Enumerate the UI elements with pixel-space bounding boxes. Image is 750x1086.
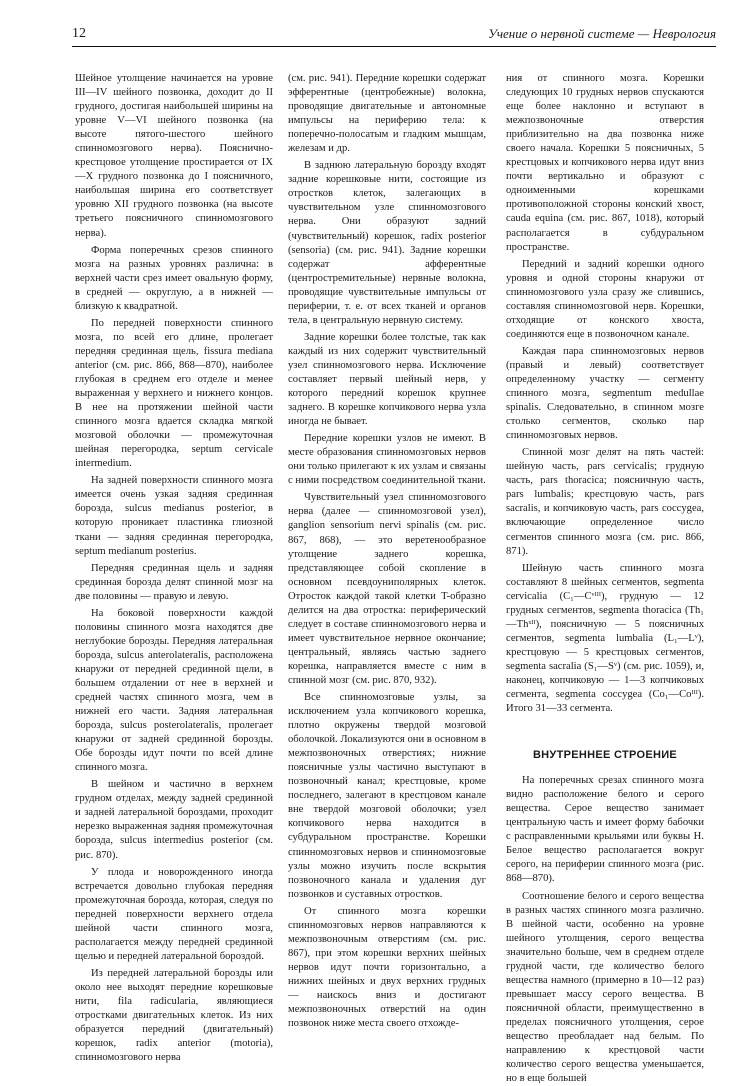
running-title: Учение о нервной системе — Неврология <box>488 26 716 41</box>
page-header <box>72 20 716 47</box>
paragraph: По передней поверхности спинного мозга, по всей его длине, пролегает передняя срединная щель, fissura mediana anterior (см. рис. 866, 868—870), наиболее глубокая в среднем его отделе и менее выраженная у верхнего и нижнего концов. В нее на протяжении шейной части спинного мозга вдается складка мягкой мозговой оболочки — промежуточная шейная перегородка, septum cervicale intermedium. <box>75 317 273 470</box>
paragraph: На задней поверхности спинного мозга имеется очень узкая задняя срединная борозда, sulcus medianus posterior, в которую проникает пластинка глиозной ткани — задняя срединная перегородка, septum medianum posterius. <box>75 475 273 557</box>
paragraph: ния от спинного мозга. Корешки следующих 10 грудных нервов спускаются еще более наклонно и вступают в межпозвоночные отверстия приблизительно на два позвонка ниже своего начала. Корешки 5 поясничных, 5 крестцовых и копчикового нерва идут вниз почти вертикально и образуют с одноименными корешками противоположной стороны конский хвост, cauda equina (см. рис. 867, 1018), который располагается в субдуральном пространстве. <box>506 73 704 253</box>
paragraph: Передняя срединная щель и задняя срединная борозда делят спинной мозг на две половины — правую и левую. <box>75 562 273 602</box>
paragraph: Передние корешки узлов не имеют. В месте образования спинномозговых нервов они только прилегают к их узлам и связаны с ними посредством соединительной ткани. <box>288 433 486 487</box>
paragraph: Все спинномозговые узлы, за исключением узла копчикового корешка, плотно окружены твердой мозговой оболочкой. Локализуются они в основном в межпозвоночных отверстиях; нижние поясничные узлы частично выступают в позвоночный канал; крестцовые, кроме последнего, залегают в крестцовом канале вне твердой мозговой оболочки; узел копчикового нерва находится в субдуральном пространстве. Корешки спинномозговых нервов и спинномозговые узлы можно изучить после вскрытия позвоночного канала и удаления дуг позвонков и суставных отростков. <box>288 692 486 900</box>
text-column-3 <box>506 72 704 1085</box>
paragraph: Из передней латеральной борозды или около нее выходят передние корешковые нити, fila radicularia, являющиеся отростками двигательных клеток. Из них образуется передний (двигательный) корешок, radix anterior (motoria), спинномозгового нерва <box>75 967 273 1064</box>
paragraph: Задние корешки более толстые, так как каждый из них содержит чувствительный узел спинномозгового нерва. Исключение составляет первый шейный нерв, у которого передний корешок крупнее заднего. В корешке копчикового нерва узла иногда не бывает. <box>288 331 486 428</box>
paragraph: В заднюю латеральную борозду входят задние корешковые нити, состоящие из отростков клеток, залегающих в чувствительном узле спинномозгового нерва. Они образуют задний (чувствительный) корешок, radix posterior (sensoria) (см. рис. 941). Задние корешки содержат афферентные (центростремительные) нервные волокна, проводящие чувствительные импульсы от периферии, т. е. от всех тканей и органов тела, в центральную нервную систему. <box>288 160 486 326</box>
paragraph: От спинного мозга корешки спинномозговых нервов направляются к межпозвоночным отверстиям (см. рис. 867), при этом корешки верхних шейных нервов идут почти горизонтально, а нижних шейных и двух верхних грудных — наискось вниз и достигают межпозвоночных отверстий на один позвонок ниже места своего отхожде- <box>288 905 486 1030</box>
paragraph: (см. рис. 941). Передние корешки содержат эфферентные (центробежные) волокна, проводящие двигательные и автономные импульсы на периферию тела: к поперечно-полосатым и гладким мышцам, железам и др. <box>288 73 486 155</box>
paragraph: Шейное утолщение начинается на уровне III—IV шейного позвонка, доходит до II грудного, достигая наибольшей ширины на уровне V—VI шейного позвонка (на высоте пятого-шестого шейного спинномозгового нерва). Пояснично-крестцовое утолщение простирается от IX—X грудного позвонка до I поясничного, наибольшая ширина его соответствует уровню XII грудного позвонка (на высоте третьего поясничного спинномозгового нерва). <box>75 73 273 239</box>
paragraph: У плода и новорожденного иногда встречается довольно глубокая передняя промежуточная борозда, которая, следуя по передней поверхности верхнего отдела шейной части спинного мозга, располагается между передней срединной щелью и передней латеральной бороздой. <box>75 866 273 962</box>
paragraph: Чувствительный узел спинномозгового нерва (далее — спинномозговой узел), ganglion sensorium nervi spinalis (см. рис. 867, 868), — это веретенообразное утолщение заднего корешка, представляющее собой скопление в основном псевдоуниполярных клеток. Отросток каждой такой клетки T-образно делится на два отростка: периферический следует в составе спинномозгового нерва и имеет чувствительное нервное окончание; центральный, являясь частью заднего корешка, направляется вместе с ним в спинной мозг (см. рис. 870, 932). <box>288 492 486 686</box>
page-number: 12 <box>72 26 86 41</box>
paragraph: Шейную часть спинного мозга составляют 8 шейных сегментов, segmenta cervicalia (C₁—Cᵛᴵᴵᴵ), грудную — 12 грудных сегментов, segmenta thoracica (Th₁—Thˣᴵᴵ), поясничную — 5 поясничных сегментов, segmenta lumbalia (L₁—Lᵛ), крестцовую — 5 крестцовых сегментов, segmenta sacralia (S₁—Sᵛ) (см. рис. 1059), и, наконец, копчиковую — 1—3 копчиковых сегмента, segmenta coccygea (Co₁—Coᴵᴵᴵ). Итого 31—33 сегмента. <box>506 562 704 715</box>
paragraph: Передний и задний корешки одного уровня и одной стороны кнаружи от спинномозгового узла сразу же слившись, составляя спинномозговой нерв. Корешки, отходящие от конского хвоста, соединяются еще в позвоночном канале. <box>506 258 704 340</box>
paragraph: В шейном и частично в верхнем грудном отделах, между задней срединной и задней латеральной бороздами, проходит нерезко выраженная задняя промежуточная борозда, sulcus intermedius posterior (см. рис. 870). <box>75 779 273 861</box>
section-heading: ВНУТРЕННЕЕ СТРОЕНИЕ <box>532 749 678 762</box>
text-column-1 <box>75 72 273 1064</box>
paragraph: На боковой поверхности каждой половины спинного мозга находятся две неглубокие борозды. Передняя латеральная борозда, sulcus anterolateralis, расположена кнаружи от передней срединной щели, в большем отдалении от нее в верхней и средней частях спинного мозга, чем в нижней его части. Задняя латеральная борозда, sulcus posterolateralis, пролегает кнаружи от задней срединной борозды. Обе борозды идут почти по всей длине спинного мозга. <box>75 607 273 774</box>
paragraph: Спинной мозг делят на пять частей: шейную часть, pars cervicalis; грудную часть, pars thoracica; поясничную часть, pars lumbalis; крестцовую часть, pars sacralis, и копчиковую часть, pars coccygea, включающие определенное число сегментов спинного мозга (см. рис. 866, 871). <box>506 447 704 557</box>
paragraph: Каждая пара спинномозговых нервов (правый и левый) соответствует определенному участку — сегменту спинного мозга, segmentum medullae spinalis. Следовательно, в спинном мозге столько сегментов, сколько пар спинномозговых нервов. <box>506 345 704 442</box>
paragraph: На поперечных срезах спинного мозга видно расположение белого и серого вещества. Серое вещество занимает центральную часть и имеет форму бабочки с расправленными крыльями или буквы H. Белое вещество располагается вокруг серого, на периферии спинного мозга (рис. 868—870). <box>506 775 704 885</box>
text-column-2 <box>288 72 486 1030</box>
paragraph: Форма поперечных срезов спинного мозга на разных уровнях различна: в верхней части срез имеет овальную форму, в средней — округлую, а в нижней — близкую к квадратной. <box>75 244 273 312</box>
paragraph: Соотношение белого и серого вещества в разных частях спинного мозга различно. В шейной части, особенно на уровне шейного утолщения, серого вещества значительно больше, чем в среднем отделе грудной части, где количество белого вещества намного (примерно в 10—12 раз) превышает массу серого вещества. В поясничной области, преимущественно в пределах поясничного утолщения, серое вещество преобладает над белым. По направлению к крестцовой части количество серого вещества уменьшается, но в еще большей <box>506 890 704 1085</box>
